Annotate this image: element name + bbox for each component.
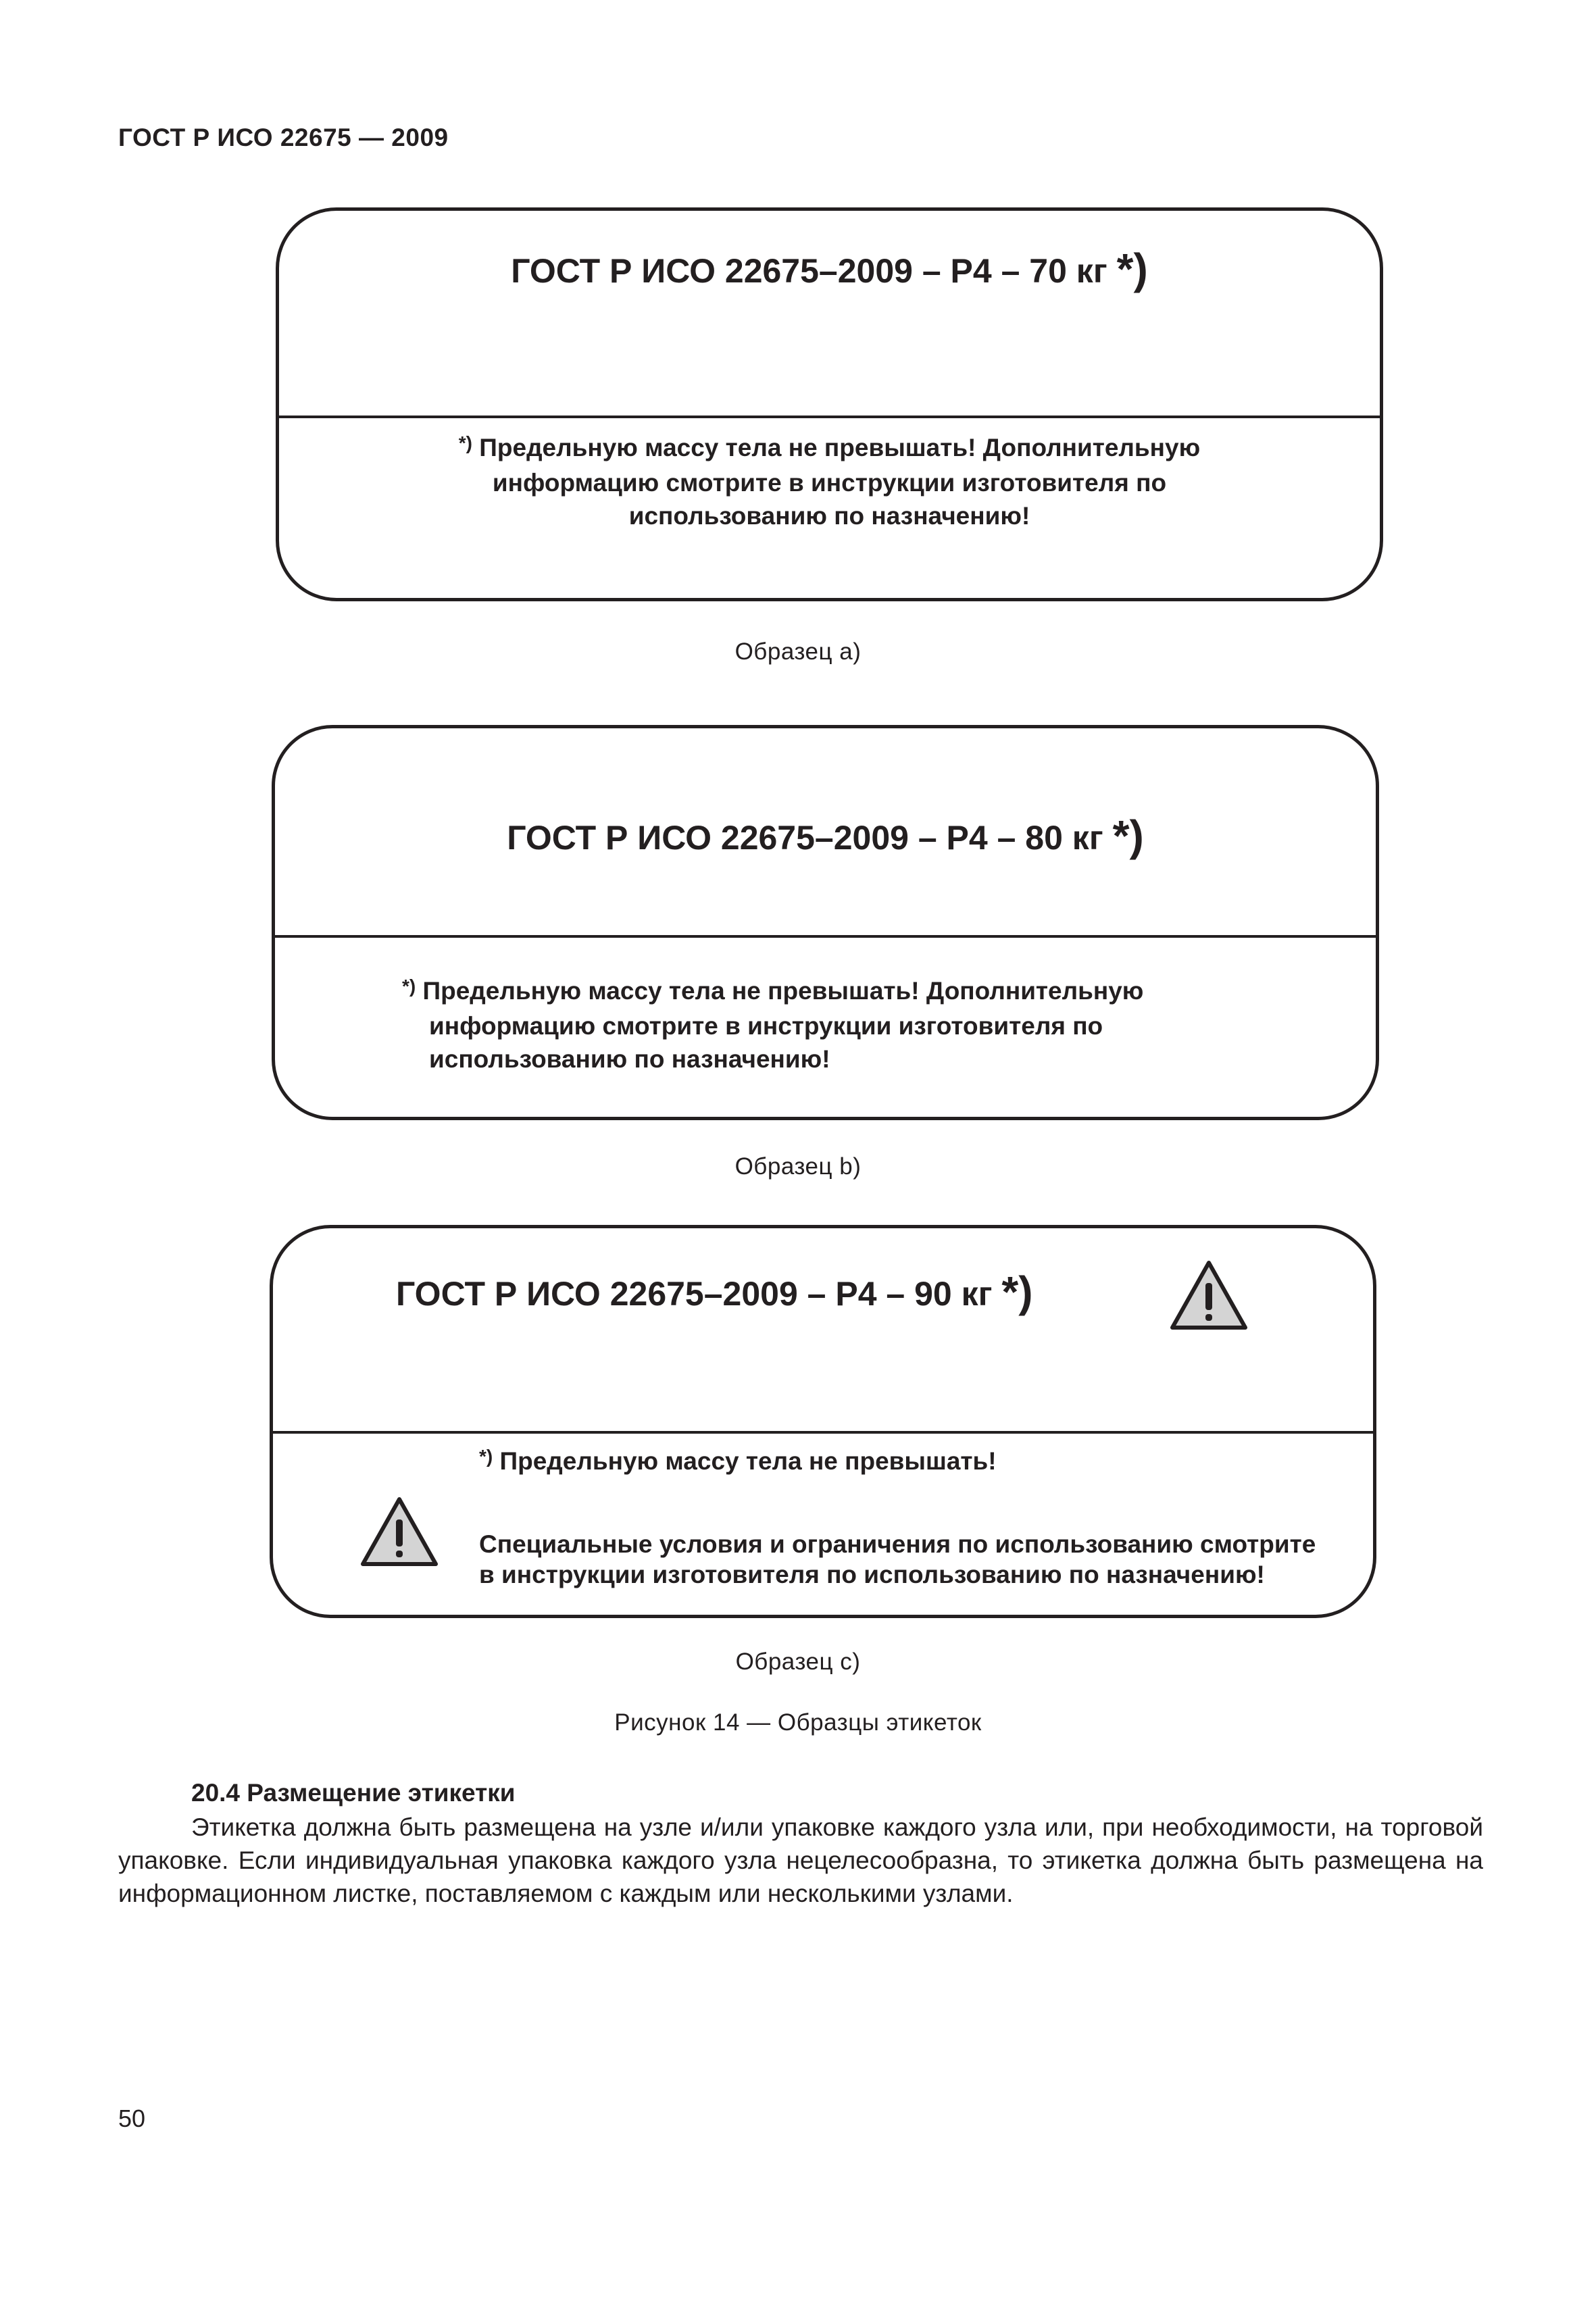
footnote-mark: *) <box>479 1446 493 1467</box>
note-line: использованию по назначению! <box>628 502 1030 530</box>
label-divider <box>275 935 1376 938</box>
document-header: ГОСТ Р ИСО 22675 — 2009 <box>118 124 449 151</box>
warning-triangle-icon <box>359 1495 440 1568</box>
note-line <box>479 1444 1316 1480</box>
footnote-mark: *) <box>458 432 473 453</box>
footnote-mark: *) <box>1112 811 1144 860</box>
sample-caption-b: Образец b) <box>734 1153 862 1180</box>
note-text: Предельную массу тела не превышать! Дополнительную <box>479 434 1201 461</box>
label-divider <box>273 1431 1373 1434</box>
label-title <box>275 811 1376 861</box>
sample-caption-c: Образец с) <box>735 1649 861 1675</box>
figure-caption: Рисунок 14 — Образцы этикеток <box>614 1709 982 1736</box>
note-line: использованию по назначению! <box>429 1045 830 1073</box>
footnote-mark: *) <box>1116 245 1148 293</box>
label-divider <box>279 416 1380 418</box>
warning-triangle-icon <box>1168 1259 1249 1332</box>
label-sample-c <box>270 1225 1376 1618</box>
note-line: в инструкции изготовителя по использованию по назначению! <box>479 1561 1265 1588</box>
note-line: Специальные условия и ограничения по использованию смотрите <box>479 1530 1316 1558</box>
section-heading: 20.4 Размещение этикетки <box>191 1779 516 1807</box>
note-line: информацию смотрите в инструкции изготовителя по <box>429 1012 1103 1040</box>
label-sample-a <box>276 207 1383 601</box>
label-title-text: ГОСТ Р ИСО 22675–2009 – P4 – 90 кг <box>396 1275 993 1313</box>
note-line: информацию смотрите в инструкции изготовителя по <box>492 469 1167 497</box>
label-title <box>279 245 1380 295</box>
footnote-mark: *) <box>402 976 416 997</box>
label-note <box>479 1444 1316 1590</box>
label-title-text: ГОСТ Р ИСО 22675–2009 – P4 – 70 кг <box>511 252 1107 290</box>
footnote-mark: *) <box>1001 1267 1033 1316</box>
label-note <box>279 431 1380 532</box>
label-note <box>402 974 1144 1076</box>
page-number: 50 <box>118 2105 146 2132</box>
section-body <box>118 1811 1483 1910</box>
section-body-text: Этикетка должна быть размещена на узле и/или упаковке каждого узла или, при необходимости, на торговой упаковке. Если индивидуальная упаковка каждого узла нецелесообразна, то этикетка должна быть размещена на информационном листке, поставляемом с каждым или несколькими узлами. <box>118 1813 1483 1907</box>
label-title <box>396 1267 1033 1317</box>
label-title-text: ГОСТ Р ИСО 22675–2009 – P4 – 80 кг <box>507 819 1103 857</box>
label-sample-b <box>272 725 1379 1120</box>
note-text: Предельную массу тела не превышать! <box>499 1447 997 1475</box>
note-line <box>402 974 1143 1009</box>
note-text: Предельную массу тела не превышать! Дополнительную <box>422 977 1144 1005</box>
note-line <box>279 431 1380 466</box>
sample-caption-a: Образец а) <box>734 638 862 665</box>
